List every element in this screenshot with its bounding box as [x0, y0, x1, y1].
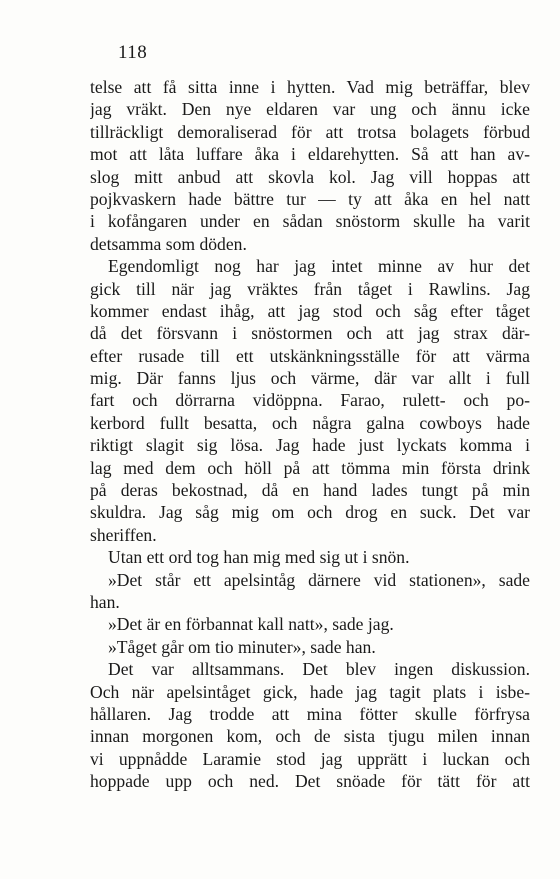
text-line: gick till när jag vräktes från tåget i Rawlins. Jag	[90, 278, 530, 299]
text-line: »Det är en förbannat kall natt», sade jag.	[108, 614, 394, 635]
text-line: kommer endast ihåg, att jag stod och såg efter tåget	[90, 300, 530, 321]
text-line: han.	[90, 591, 120, 612]
text-line: i kofångaren under en sådan snöstorm skulle ha varit	[90, 211, 530, 232]
text-line: »Det står ett apelsintåg därnere vid stationen», sade	[108, 569, 530, 590]
text-line: mig. Där fanns ljus och värme, där var allt i full	[90, 368, 530, 389]
text-line: då det försvann i snöstormen och att jag strax där-	[90, 323, 530, 344]
page-number: 118	[118, 42, 148, 63]
body-text	[90, 76, 530, 793]
text-line: telse att få sitta inne i hytten. Vad mig beträffar, blev	[90, 77, 530, 97]
text-line: efter rusade till ett utskänkningsställe för att värma	[90, 345, 530, 366]
text-line: vi uppnådde Laramie stod jag upprätt i luckan och	[90, 748, 530, 769]
text-line: mot att låta luffare åka i eldarehytten. Så att han av-	[90, 144, 530, 165]
text-line: pojkvaskern hade bättre tur — ty att åka en hel natt	[90, 188, 530, 209]
text-line: lag med dem och höll på att tömma min första drink	[90, 457, 530, 478]
text-line: jag vräkt. Den nye eldaren var ung och ännu icke	[90, 99, 530, 120]
text-line: fart och dörrarna vidöppna. Farao, rulett- och po-	[90, 390, 530, 411]
text-line: slog mitt anbud att skovla kol. Jag vill hoppas att	[90, 166, 530, 187]
text-line: Utan ett ord tog han mig med sig ut i snön.	[108, 547, 410, 568]
text-line: tillräckligt demoraliserad för att trotsa bolagets förbud	[90, 121, 530, 142]
text-line: på deras bekostnad, då en hand lades tungt på min	[90, 480, 530, 501]
text-line: riktigt slagit sig lösa. Jag hade just lyckats komma i	[90, 435, 530, 456]
text-line: detsamma som döden.	[90, 233, 247, 254]
text-line: innan morgonen kom, och de sista tjugu milen innan	[90, 726, 530, 747]
text-line: hållaren. Jag trodde att mina fötter skulle förfrysa	[90, 703, 530, 724]
text-line: Det var alltsammans. Det blev ingen diskussion.	[108, 659, 530, 680]
text-line: sheriffen.	[90, 524, 157, 545]
text-line: hoppade upp och ned. Det snöade för tätt för att	[90, 771, 530, 792]
text-line: Egendomligt nog har jag intet minne av hur det	[108, 256, 530, 277]
text-line: »Tåget går om tio minuter», sade han.	[108, 636, 376, 657]
text-line: kerbord fullt besatta, och några galna cowboys hade	[90, 412, 530, 433]
text-line: Och när apelsintåget gick, hade jag tagit plats i isbe-	[90, 681, 530, 702]
text-line: skuldra. Jag såg mig om och drog en suck. Det var	[90, 502, 530, 523]
